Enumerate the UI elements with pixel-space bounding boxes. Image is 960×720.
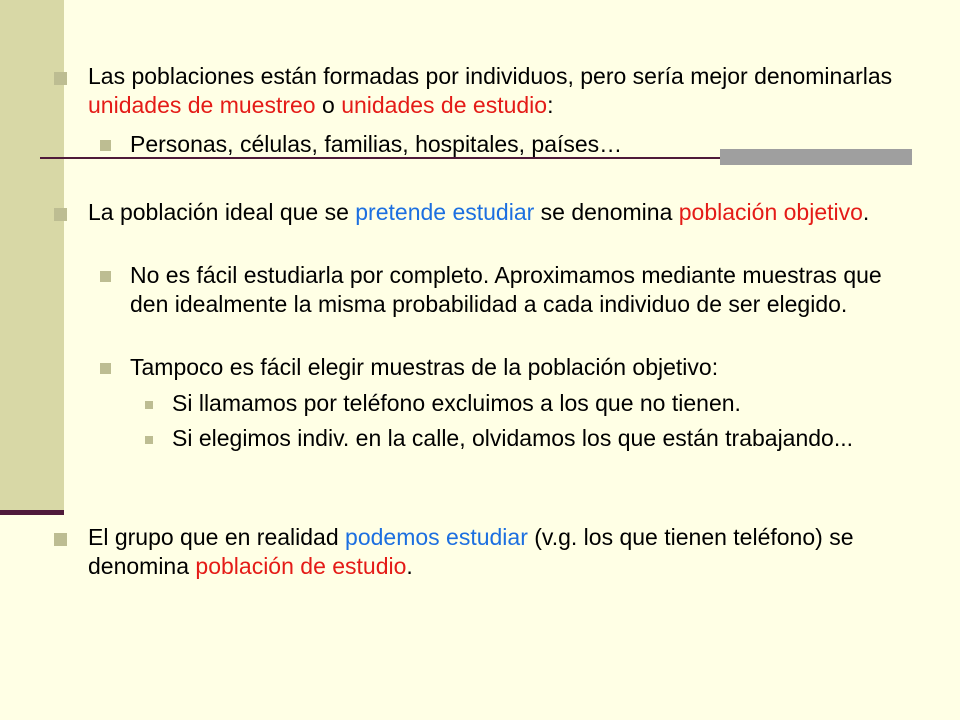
- text-segment: Si elegimos indiv. en la calle, olvidamos los que están trabajando...: [172, 425, 854, 451]
- square-bullet-icon: [100, 140, 111, 151]
- text-segment: .: [406, 553, 413, 579]
- bullet-item-unidades: [88, 62, 928, 120]
- text-segment: Personas, células, familias, hospitales, países…: [130, 131, 623, 157]
- term-pretende-estudiar: pretende estudiar: [355, 199, 535, 225]
- square-bullet-icon: [100, 363, 111, 374]
- bullet-item-calle: [172, 424, 892, 453]
- text-segment: No es fácil estudiarla por completo. Aproximamos mediante muestras que den idealmente la misma probabilidad a cada individuo de ser elegido.: [130, 262, 882, 317]
- square-bullet-icon: [54, 72, 67, 85]
- bullet-item-tampoco: [130, 353, 890, 382]
- square-bullet-icon: [100, 271, 111, 282]
- text-segment: o: [315, 92, 342, 118]
- term-podemos-estudiar: podemos estudiar: [345, 524, 528, 550]
- text-segment: La población ideal que se: [88, 199, 356, 225]
- square-bullet-icon: [145, 401, 153, 409]
- bullet-item-aproximamos: [130, 261, 890, 319]
- bullet-item-telefono: [172, 389, 892, 418]
- text-segment: :: [547, 92, 554, 118]
- text-segment: Si llamamos por teléfono excluimos a los que no tienen.: [172, 390, 741, 416]
- text-segment: se denomina: [534, 199, 679, 225]
- term-poblacion-objetivo: población objetivo: [678, 199, 863, 225]
- text-segment: Tampoco es fácil elegir muestras de la población objetivo:: [130, 354, 719, 380]
- bullet-item-ejemplos: [130, 130, 890, 159]
- square-bullet-icon: [145, 436, 153, 444]
- square-bullet-icon: [54, 208, 67, 221]
- text-segment: (v.g. los que tienen teléfono) se denomina: [88, 524, 854, 579]
- term-unidades-muestreo: unidades de muestreo: [88, 92, 316, 118]
- text-segment: Las poblaciones están formadas por individuos, pero sería mejor denominarlas: [88, 63, 893, 89]
- term-poblacion-de-estudio: población de estudio: [195, 553, 407, 579]
- bullet-item-poblacion-objetivo: [88, 198, 928, 227]
- term-unidades-estudio: unidades de estudio: [341, 92, 548, 118]
- text-segment: .: [862, 199, 870, 225]
- square-bullet-icon: [54, 533, 67, 546]
- side-band-stripe: [0, 510, 64, 515]
- text-segment: El grupo que en realidad: [88, 524, 346, 550]
- bullet-item-poblacion-estudio: [88, 523, 928, 581]
